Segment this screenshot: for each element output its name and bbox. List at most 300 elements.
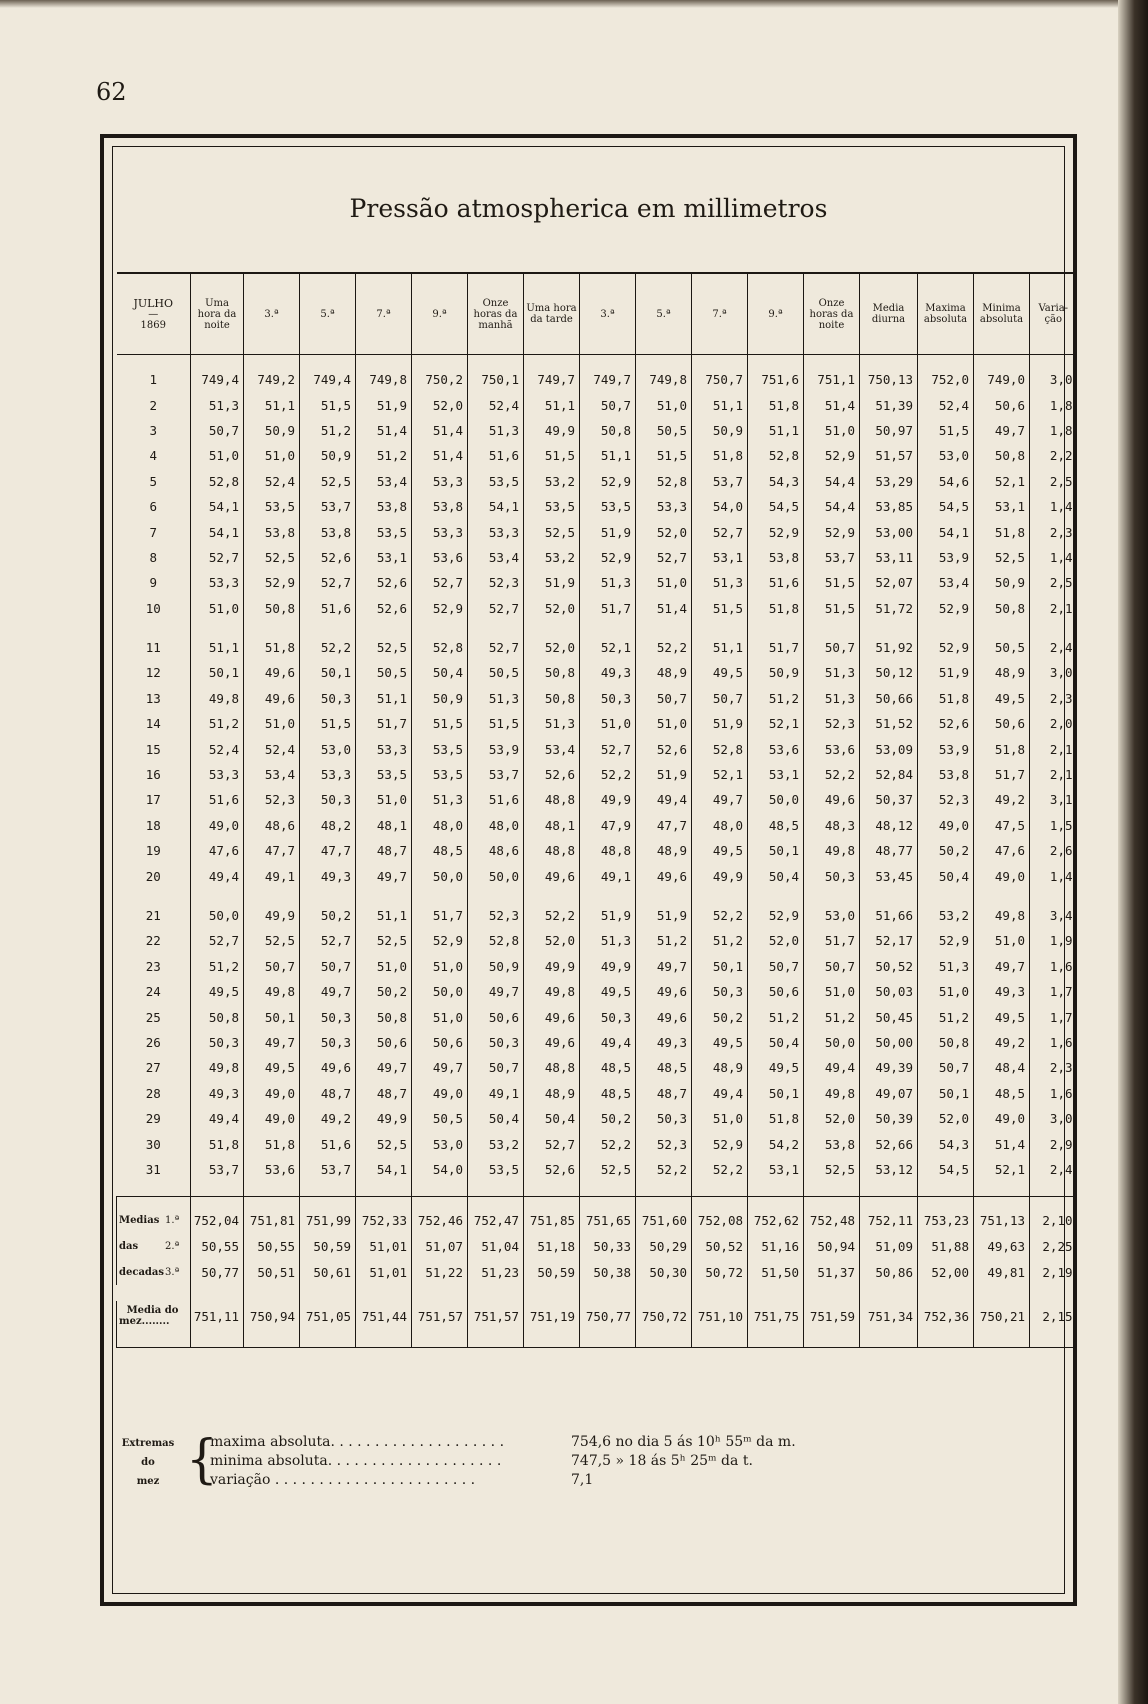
table-cell: 50,72	[692, 1259, 748, 1285]
table-cell: 1,7	[1030, 1004, 1077, 1029]
table-cell: 49,0	[974, 1106, 1030, 1131]
table-cell: 50,77	[191, 1259, 244, 1285]
table-cell: 49,4	[804, 1055, 860, 1080]
table-cell: 49,7	[692, 787, 748, 812]
table-cell: 52,2	[692, 1157, 748, 1182]
spacer-cell	[918, 1285, 974, 1301]
table-cell: 52,7	[191, 545, 244, 570]
table-cell: 751,99	[300, 1197, 356, 1234]
spacer-cell	[300, 889, 356, 903]
table-cell: 51,5	[300, 711, 356, 736]
table-cell: 51,5	[692, 596, 748, 621]
table-cell: 51,4	[412, 418, 468, 443]
table-cell: 51,1	[580, 443, 636, 468]
table-cell: 48,7	[300, 1081, 356, 1106]
extreme-name: variação . . . . . . . . . . . . . . . . . . . . . . .	[210, 1472, 476, 1488]
table-cell: 50,3	[580, 1004, 636, 1029]
spacer-cell	[300, 621, 356, 635]
table-row	[117, 1131, 1077, 1156]
table-cell: 3,1	[1030, 787, 1077, 812]
table-cell: 54,4	[804, 494, 860, 519]
table-cell: 50,55	[244, 1233, 300, 1259]
table-cell: 51,8	[974, 736, 1030, 761]
extreme-name: minima absoluta. . . . . . . . . . . . . . . . . . . .	[210, 1453, 502, 1469]
table-cell: 52,6	[356, 570, 412, 595]
decade-label-cell	[117, 1259, 191, 1285]
table-cell: 51,2	[748, 686, 804, 711]
table-cell: 51,8	[918, 686, 974, 711]
table-cell: 52,8	[692, 736, 748, 761]
day-number: 2	[149, 397, 158, 413]
table-cell: 49,63	[974, 1233, 1030, 1259]
table-cell: 49,39	[860, 1055, 918, 1080]
decade-average-row	[117, 1233, 1077, 1259]
table-cell: 3,0	[1030, 1106, 1077, 1131]
table-cell: 753,23	[918, 1197, 974, 1234]
table-row	[117, 635, 1077, 660]
table-cell: 52,3	[244, 787, 300, 812]
table-cell: 52,7	[524, 1131, 580, 1156]
table-cell: 51,1	[191, 635, 244, 660]
table-cell: 1,6	[1030, 1081, 1077, 1106]
day-number: 8	[149, 549, 158, 565]
table-cell: 751,10	[692, 1301, 748, 1348]
day-number: 10	[145, 600, 161, 616]
table-cell: 50,5	[974, 635, 1030, 660]
table-cell: 53,0	[412, 1131, 468, 1156]
day-number: 18	[145, 817, 161, 833]
table-cell: 750,77	[580, 1301, 636, 1348]
table-cell: 51,8	[748, 596, 804, 621]
table-cell: 2,1	[1030, 736, 1077, 761]
table-cell: 50,9	[412, 686, 468, 711]
table-cell: 50,2	[356, 979, 412, 1004]
table-cell: 52,6	[636, 736, 692, 761]
table-cell: 50,6	[748, 979, 804, 1004]
decade-ordinal: 3.ª	[165, 1266, 180, 1278]
table-cell: 52,7	[468, 596, 524, 621]
table-cell: 49,3	[636, 1030, 692, 1055]
table-cell: 54,3	[918, 1131, 974, 1156]
table-cell: 51,8	[191, 1131, 244, 1156]
table-cell: 48,2	[300, 813, 356, 838]
table-cell: 49,6	[636, 979, 692, 1004]
table-cell: 51,8	[748, 1106, 804, 1131]
table-cell: 749,7	[580, 355, 636, 393]
table-cell: 2,19	[1030, 1259, 1077, 1285]
page-title: Pressão atmospherica em millimetros	[349, 194, 828, 223]
table-cell: 749,4	[191, 355, 244, 393]
table-cell: 52,4	[244, 736, 300, 761]
table-cell: 50,8	[974, 596, 1030, 621]
month-mean-label	[117, 1301, 191, 1348]
day-number: 27	[145, 1060, 161, 1076]
table-cell: 53,1	[692, 545, 748, 570]
table-cell: 49,5	[191, 979, 244, 1004]
table-cell: 51,2	[356, 443, 412, 468]
table-row	[117, 736, 1077, 761]
spacer-cell	[974, 621, 1030, 635]
spacer-cell	[974, 889, 1030, 903]
table-cell: 52,0	[748, 928, 804, 953]
table-cell: 52,1	[748, 711, 804, 736]
spacer-cell	[244, 889, 300, 903]
table-cell: 51,3	[580, 928, 636, 953]
table-cell: 2,6	[1030, 838, 1077, 863]
table-cell: 51,1	[692, 635, 748, 660]
table-cell: 52,9	[804, 443, 860, 468]
spacer-cell	[974, 1285, 1030, 1301]
table-cell: 2,3	[1030, 686, 1077, 711]
table-cell: 50,39	[860, 1106, 918, 1131]
table-row	[117, 660, 1077, 685]
spacer-cell	[191, 1182, 244, 1197]
brace-glyph: {	[186, 1428, 218, 1490]
table-cell: 1,7	[1030, 979, 1077, 1004]
table-cell: 51,3	[468, 418, 524, 443]
table-cell: 52,3	[918, 787, 974, 812]
table-cell: 53,4	[244, 762, 300, 787]
day-number: 1	[149, 372, 158, 388]
table-cell: 50,7	[580, 392, 636, 417]
table-cell: 51,3	[191, 392, 244, 417]
table-cell: 53,7	[692, 469, 748, 494]
table-cell: 1,6	[1030, 1030, 1077, 1055]
table-cell: 51,2	[748, 1004, 804, 1029]
table-cell: 50,86	[860, 1259, 918, 1285]
col-header: Varia-ção	[1030, 273, 1077, 355]
table-cell: 52,8	[412, 635, 468, 660]
table-cell: 49,6	[636, 863, 692, 888]
spacer-cell	[748, 889, 804, 903]
table-cell: 51,04	[468, 1233, 524, 1259]
spacer-cell	[692, 1285, 748, 1301]
table-cell: 53,7	[300, 494, 356, 519]
table-cell: 2,5	[1030, 469, 1077, 494]
table-cell: 53,1	[974, 494, 1030, 519]
table-cell: 52,9	[692, 1131, 748, 1156]
table-cell: 51,4	[412, 443, 468, 468]
table-cell: 49,7	[356, 1055, 412, 1080]
table-cell: 1,4	[1030, 494, 1077, 519]
spacer-cell	[356, 1285, 412, 1301]
table-cell: 48,6	[244, 813, 300, 838]
table-cell: 50,37	[860, 787, 918, 812]
table-cell: 52,7	[191, 928, 244, 953]
table-cell: 1,4	[1030, 545, 1077, 570]
table-cell: 51,9	[636, 762, 692, 787]
table-cell: 53,3	[191, 762, 244, 787]
table-cell: 51,6	[748, 570, 804, 595]
table-cell: 51,0	[412, 1004, 468, 1029]
table-cell: 49,7	[468, 979, 524, 1004]
table-cell: 51,3	[580, 570, 636, 595]
spacer-cell	[692, 1182, 748, 1197]
spacer-cell	[860, 1285, 918, 1301]
table-cell: 50,94	[804, 1233, 860, 1259]
table-cell: 50,00	[860, 1030, 918, 1055]
table-cell: 54,6	[918, 469, 974, 494]
table-cell: 51,3	[804, 660, 860, 685]
table-cell: 51,6	[300, 1131, 356, 1156]
spacer-cell	[1030, 1285, 1077, 1301]
table-cell: 49,9	[524, 954, 580, 979]
table-cell: 48,7	[356, 1081, 412, 1106]
spacer-cell	[524, 889, 580, 903]
table-cell: 750,72	[636, 1301, 692, 1348]
table-cell: 48,4	[974, 1055, 1030, 1080]
extreme-value: 747,5 » 18 ás 5ʰ 25ᵐ da t.	[571, 1453, 753, 1469]
table-cell: 49,3	[300, 863, 356, 888]
day-number: 30	[145, 1136, 161, 1152]
spacer-cell	[117, 889, 191, 903]
table-cell: 53,12	[860, 1157, 918, 1182]
table-cell: 751,81	[244, 1197, 300, 1234]
spacer-cell	[748, 1182, 804, 1197]
table-cell: 51,92	[860, 635, 918, 660]
table-cell: 53,9	[918, 545, 974, 570]
table-cell: 53,8	[804, 1131, 860, 1156]
table-cell: 49,9	[692, 863, 748, 888]
month-label: JULHO	[133, 296, 174, 310]
spacer-row	[117, 889, 1077, 903]
table-cell: 752,0	[918, 355, 974, 393]
spacer-cell	[692, 621, 748, 635]
table-cell: 50,52	[860, 954, 918, 979]
table-cell: 52,7	[300, 570, 356, 595]
table-cell: 49,3	[974, 979, 1030, 1004]
table-cell: 54,5	[918, 1157, 974, 1182]
table-cell: 48,1	[356, 813, 412, 838]
table-cell: 50,8	[524, 686, 580, 711]
table-cell: 47,6	[974, 838, 1030, 863]
table-cell: 52,4	[918, 392, 974, 417]
table-cell: 51,8	[748, 392, 804, 417]
table-cell: 52,0	[524, 596, 580, 621]
table-cell: 51,5	[412, 711, 468, 736]
table-cell: 49,7	[974, 954, 1030, 979]
table-cell: 51,5	[636, 443, 692, 468]
table-cell: 47,7	[636, 813, 692, 838]
table-cell: 49,6	[524, 1004, 580, 1029]
extreme-name: maxima absoluta. . . . . . . . . . . . . . . . . . . .	[210, 1434, 505, 1450]
table-cell: 749,7	[524, 355, 580, 393]
table-cell: 51,0	[636, 570, 692, 595]
day-number: 13	[145, 690, 161, 706]
spacer-cell	[692, 889, 748, 903]
table-cell: 50,1	[300, 660, 356, 685]
pressure-table	[116, 272, 1077, 1348]
table-cell: 752,48	[804, 1197, 860, 1234]
table-cell: 1,9	[1030, 928, 1077, 953]
table-cell: 50,52	[692, 1233, 748, 1259]
table-cell: 50,0	[191, 903, 244, 928]
spacer-cell	[1030, 889, 1077, 903]
table-row	[117, 1055, 1077, 1080]
table-cell: 51,9	[918, 660, 974, 685]
table-cell: 51,18	[524, 1233, 580, 1259]
table-cell: 49,4	[636, 787, 692, 812]
table-cell: 749,2	[244, 355, 300, 393]
table-cell: 751,05	[300, 1301, 356, 1348]
medias-label: decadas	[119, 1266, 165, 1278]
table-cell: 49,9	[356, 1106, 412, 1131]
table-cell: 51,0	[356, 787, 412, 812]
table-cell: 48,9	[636, 838, 692, 863]
table-cell: 52,3	[636, 1131, 692, 1156]
table-cell: 49,0	[918, 813, 974, 838]
table-cell: 52,3	[468, 570, 524, 595]
table-cell: 53,1	[356, 545, 412, 570]
table-cell: 51,9	[356, 392, 412, 417]
spacer-cell	[244, 1285, 300, 1301]
table-row	[117, 1106, 1077, 1131]
table-cell: 2,2	[1030, 443, 1077, 468]
table-cell: 49,7	[244, 1030, 300, 1055]
table-cell: 49,2	[974, 787, 1030, 812]
table-cell: 50,2	[580, 1106, 636, 1131]
table-cell: 50,8	[918, 1030, 974, 1055]
table-cell: 52,7	[300, 928, 356, 953]
table-cell: 50,3	[300, 787, 356, 812]
table-cell: 50,3	[300, 686, 356, 711]
table-cell: 2,15	[1030, 1301, 1077, 1348]
spacer-cell	[244, 1182, 300, 1197]
spacer-cell	[804, 621, 860, 635]
table-cell: 52,2	[524, 903, 580, 928]
table-cell: 53,45	[860, 863, 918, 888]
spacer-cell	[580, 889, 636, 903]
table-cell: 52,4	[191, 736, 244, 761]
table-cell: 750,7	[692, 355, 748, 393]
table-cell: 53,3	[412, 519, 468, 544]
day-number: 21	[145, 908, 161, 923]
table-cell: 50,45	[860, 1004, 918, 1029]
table-cell: 51,8	[244, 1131, 300, 1156]
col-header: 9.ª	[412, 273, 468, 355]
day-number: 6	[149, 499, 158, 515]
decade-average-row	[117, 1197, 1077, 1234]
day-number: 3	[149, 422, 158, 438]
table-cell: 52,5	[524, 519, 580, 544]
spacer-cell	[918, 889, 974, 903]
extremes-label-line: Extremas	[121, 1438, 175, 1449]
table-cell: 51,9	[580, 519, 636, 544]
table-cell: 51,2	[918, 1004, 974, 1029]
table-cell: 50,3	[191, 1030, 244, 1055]
table-cell: 47,6	[191, 838, 244, 863]
month-header	[117, 273, 191, 355]
col-header: 7.ª	[356, 273, 412, 355]
table-cell: 53,0	[300, 736, 356, 761]
table-cell: 50,97	[860, 418, 918, 443]
table-cell: 53,3	[468, 519, 524, 544]
table-row	[117, 863, 1077, 888]
table-cell: 49,6	[244, 686, 300, 711]
spacer-cell	[300, 1182, 356, 1197]
table-cell: 52,5	[356, 1131, 412, 1156]
table-cell: 52,7	[412, 570, 468, 595]
table-cell: 2,1	[1030, 596, 1077, 621]
table-cell: 53,09	[860, 736, 918, 761]
table-cell: 1,4	[1030, 863, 1077, 888]
extremes-label	[116, 1434, 180, 1491]
table-cell: 53,6	[804, 736, 860, 761]
table-cell: 52,17	[860, 928, 918, 953]
table-cell: 50,30	[636, 1259, 692, 1285]
page-top-edge	[0, 0, 1148, 8]
table-cell: 49,6	[636, 1004, 692, 1029]
table-cell: 51,1	[524, 392, 580, 417]
table-cell: 52,8	[191, 469, 244, 494]
table-cell: 49,2	[300, 1106, 356, 1131]
table-row	[117, 418, 1077, 443]
col-header: 7.ª	[692, 273, 748, 355]
table-cell: 751,85	[524, 1197, 580, 1234]
table-cell: 752,36	[918, 1301, 974, 1348]
table-cell: 52,7	[580, 736, 636, 761]
table-cell: 50,61	[300, 1259, 356, 1285]
table-cell: 52,9	[580, 469, 636, 494]
table-cell: 51,4	[974, 1131, 1030, 1156]
table-cell: 749,0	[974, 355, 1030, 393]
table-cell: 53,3	[636, 494, 692, 519]
spacer-cell	[468, 621, 524, 635]
table-cell: 50,8	[191, 1004, 244, 1029]
table-cell: 53,4	[524, 736, 580, 761]
table-cell: 52,4	[468, 392, 524, 417]
month-mean-row	[117, 1301, 1077, 1348]
spacer-cell	[412, 621, 468, 635]
table-cell: 54,1	[191, 494, 244, 519]
table-cell: 50,03	[860, 979, 918, 1004]
table-cell: 51,0	[918, 979, 974, 1004]
table-cell: 48,77	[860, 838, 918, 863]
table-cell: 2,25	[1030, 1233, 1077, 1259]
table-cell: 48,9	[692, 1055, 748, 1080]
table-cell: 50,5	[356, 660, 412, 685]
month-mean-label-line: Media do	[126, 1305, 179, 1317]
table-cell: 51,52	[860, 711, 918, 736]
table-cell: 52,9	[244, 570, 300, 595]
extremes-label-line: do	[141, 1457, 155, 1468]
table-cell: 54,1	[918, 519, 974, 544]
table-cell: 47,7	[300, 838, 356, 863]
table-cell: 751,6	[748, 355, 804, 393]
table-cell: 1,8	[1030, 392, 1077, 417]
table-cell: 48,8	[524, 838, 580, 863]
table-cell: 49,4	[580, 1030, 636, 1055]
table-row	[117, 355, 1077, 393]
day-number: 31	[145, 1161, 161, 1177]
table-row	[117, 545, 1077, 570]
spacer-cell	[117, 1285, 191, 1301]
table-row	[117, 686, 1077, 711]
table-cell: 52,6	[918, 711, 974, 736]
spacer-cell	[524, 1182, 580, 1197]
table-cell: 51,01	[356, 1259, 412, 1285]
spacer-cell	[580, 621, 636, 635]
table-cell: 48,5	[748, 813, 804, 838]
table-cell: 53,3	[300, 762, 356, 787]
table-cell: 53,8	[356, 494, 412, 519]
table-cell: 49,4	[191, 1106, 244, 1131]
table-cell: 52,5	[580, 1157, 636, 1182]
spacer-cell	[191, 1285, 244, 1301]
table-cell: 51,01	[356, 1233, 412, 1259]
table-cell: 51,9	[692, 711, 748, 736]
col-header: 3.ª	[244, 273, 300, 355]
